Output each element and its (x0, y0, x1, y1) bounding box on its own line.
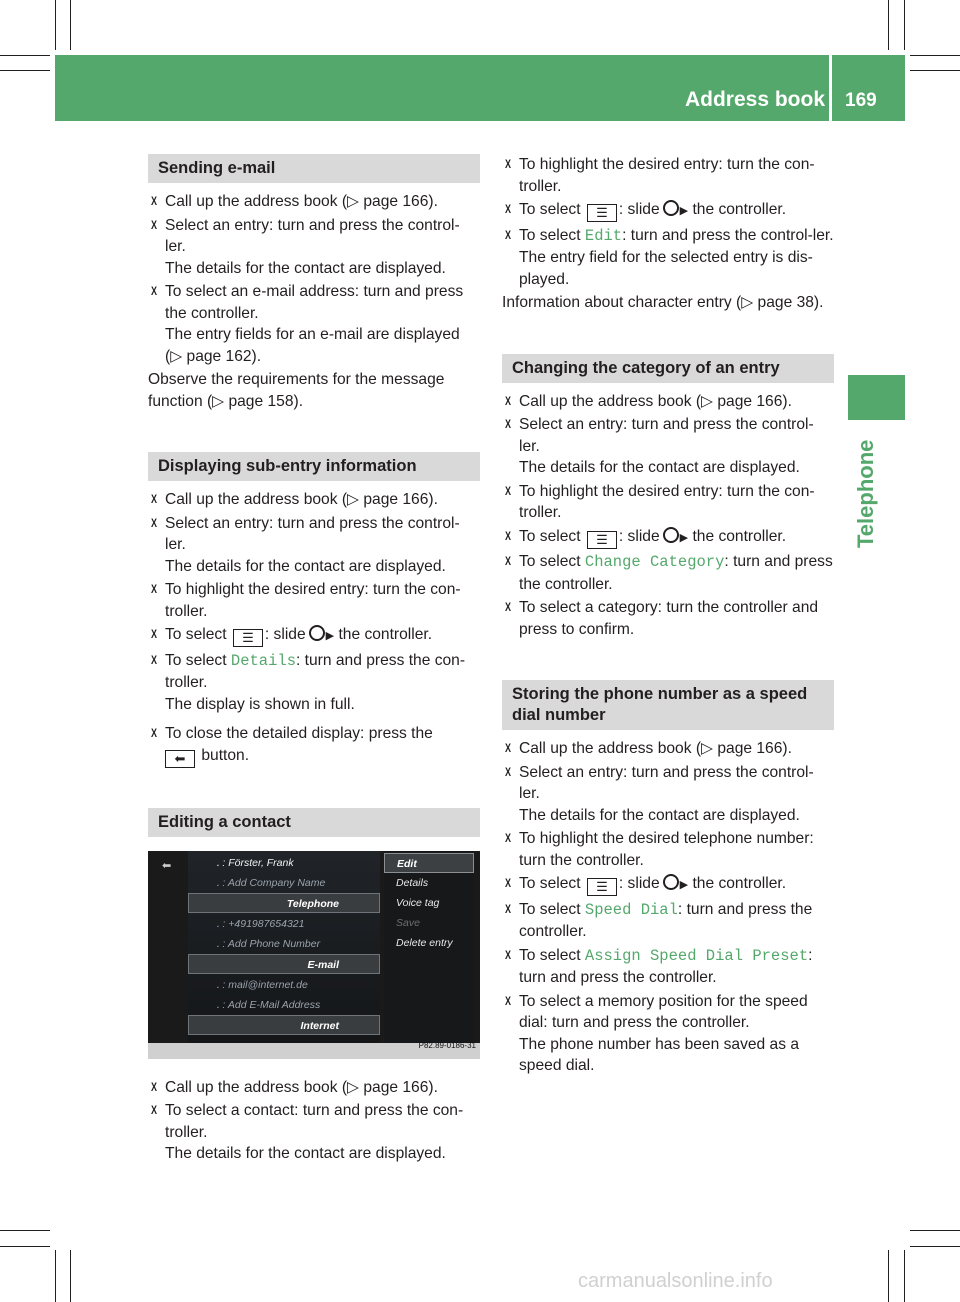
step-text: Select an entry: turn and press the control-ler. (165, 514, 460, 553)
instruction-step (148, 650, 480, 716)
crop-mark (888, 0, 889, 50)
controller-icon (663, 527, 679, 543)
instruction-step: X To select a category: turn the controller and press to confirm. (502, 597, 834, 640)
instruction-step (148, 1100, 480, 1165)
controller-icon (663, 874, 679, 890)
step-text: : slide (264, 626, 306, 643)
step-result: The display is shown in full. (165, 695, 355, 713)
list-item: ․ : Add Phone Number (216, 937, 321, 950)
list-item: ․ : Add E-Mail Address (216, 998, 321, 1011)
step-result: The details for the contact are displayed. (519, 806, 800, 824)
instruction-step (502, 551, 834, 595)
step-text: : turn and press the controller. (519, 900, 813, 940)
step-text: To select (519, 226, 581, 244)
instruction-step: X Call up the address book (▷ page 166). (502, 391, 834, 413)
step-text: the controller. (692, 875, 787, 892)
step-result: The phone number has been saved as a speed dial. (519, 1035, 800, 1074)
left-column (148, 154, 480, 1167)
menu-key-icon: ☰ (233, 629, 263, 647)
instruction-step (502, 762, 834, 827)
section-title: Changing the category of an entry (512, 358, 780, 377)
step-text: : turn and press the controller. (519, 553, 833, 593)
note-text: Observe the requirements for the message function (▷ page 158). (148, 371, 445, 410)
step-text: button. (201, 746, 250, 764)
list-item: ․ : mail@internet.de (216, 978, 308, 991)
step-text: Select an entry: turn and press the control-ler. (165, 216, 460, 255)
contact-detail-list (188, 851, 380, 1043)
header-divider (829, 55, 832, 121)
step-text: the controller. (692, 201, 787, 218)
section-heading (148, 808, 480, 837)
instruction-step: X Call up the address book (▷ page 166). (148, 1077, 480, 1099)
crop-mark (910, 55, 960, 56)
step-text: To select (519, 900, 581, 918)
instruction-step: X To highlight the desired entry: turn the con-troller. (502, 481, 834, 524)
list-category-header: Telephone (188, 893, 380, 913)
step-text: To select (519, 201, 581, 218)
display-screenshot (148, 851, 480, 1059)
section-heading (502, 680, 834, 730)
instruction-step: X Call up the address book (▷ page 166). (148, 191, 480, 213)
step-text: To select (165, 651, 227, 669)
instruction-step (148, 281, 480, 367)
step-text: : turn and press the controller. (519, 946, 813, 986)
menu-item-details: Details (396, 876, 429, 889)
instruction-step: X Call up the address book (▷ page 166). (148, 489, 480, 511)
instruction-step (502, 945, 834, 989)
step-text: the controller. (338, 626, 433, 643)
step-text: Select an entry: turn and press the control-ler. (519, 763, 814, 802)
step-text: To select (519, 553, 581, 570)
menu-item-delete-entry: Delete entry (396, 936, 453, 949)
list-item: ․ : Add Company Name (216, 876, 326, 889)
crop-mark (0, 70, 50, 71)
step-text: : slide (618, 527, 660, 545)
menu-key-icon: ☰ (587, 878, 617, 896)
step-result: The details for the contact are displayed. (519, 459, 800, 476)
instruction-step (502, 414, 834, 479)
step-text: : turn and press the con-troller. (165, 651, 466, 691)
instruction-step (148, 624, 480, 648)
back-icon: ⬅ (162, 859, 172, 872)
options-menu (384, 851, 474, 1043)
step-result: The entry field for the selected entry is dis-played. (519, 249, 813, 288)
crop-mark (910, 70, 960, 71)
step-text: To select (165, 626, 227, 643)
step-text: To select a memory position for the speed dial: turn and press the controller. (519, 992, 808, 1031)
chapter-label: Telephone (853, 439, 878, 548)
step-text: To select (519, 946, 581, 964)
instruction-step: X Call up the address book (▷ page 166). (502, 738, 834, 760)
crop-mark (904, 0, 905, 50)
controller-icon (663, 200, 679, 216)
list-item: ․ : +491987654321 (216, 917, 305, 930)
menu-option-details: Details (230, 651, 297, 670)
list-category-header: Internet (188, 1015, 380, 1035)
crop-mark (904, 1250, 905, 1302)
list-item: ․ : Förster, Frank (216, 856, 294, 869)
crop-mark (0, 55, 50, 56)
step-text: To select (519, 875, 581, 892)
instruction-step (148, 513, 480, 578)
menu-option-assign-speed-dial-preset: Assign Speed Dial Preset (584, 946, 809, 965)
step-result: The details for the contact are displayed. (165, 1145, 446, 1162)
instruction-step (502, 873, 834, 897)
page-number: 169 (845, 90, 877, 111)
back-button-icon: ⬅ (165, 750, 195, 768)
crop-mark (70, 1250, 71, 1302)
section-title: Editing a contact (158, 812, 291, 831)
menu-item-edit: Edit (384, 853, 474, 873)
step-text: To select a contact: turn and press the con-troller. (165, 1102, 464, 1141)
section-title: Displaying sub-entry information (158, 457, 417, 475)
controller-icon (309, 625, 325, 641)
step-text: : turn and press the control-ler. (622, 226, 834, 244)
section-heading (148, 452, 480, 481)
crop-mark (55, 0, 56, 50)
instruction-step: X To highlight the desired entry: turn the con-troller. (502, 154, 834, 197)
step-text: To select an e-mail address: turn and press the controller. (165, 283, 464, 322)
instruction-step (502, 225, 834, 291)
slide-right-icon: ▶ (679, 531, 689, 544)
step-text: : slide (618, 875, 660, 892)
section-heading (148, 154, 480, 183)
menu-item-voice-tag: Voice tag (396, 896, 440, 909)
instruction-step: X To highlight the desired telephone number: turn the controller. (502, 828, 834, 871)
menu-option-edit: Edit (584, 226, 623, 245)
page-header-title: Address book (684, 88, 825, 111)
section-heading (502, 354, 834, 383)
instruction-step: X To highlight the desired entry: turn the con-troller. (148, 579, 480, 622)
section-title: Storing the phone number as a speed dial number (512, 685, 808, 724)
section-title: Sending e-mail (158, 159, 276, 177)
menu-key-icon: ☰ (587, 531, 617, 549)
crop-mark (910, 1246, 960, 1247)
figure-caption: P82.89-0186-31 (418, 1041, 476, 1050)
right-column (502, 154, 834, 1079)
instruction-step (148, 723, 480, 768)
crop-mark (0, 1246, 50, 1247)
step-result: The entry fields for an e-mail are displayed (▷ page 162). (165, 326, 460, 365)
slide-right-icon: ▶ (325, 630, 335, 642)
instruction-step (502, 526, 834, 550)
step-text: : slide (618, 201, 660, 218)
note-text: Information about character entry (▷ page 38). (502, 294, 824, 311)
menu-item-save: Save (396, 916, 420, 929)
watermark: carmanualsonline.info (578, 1270, 773, 1292)
crop-mark (70, 0, 71, 50)
step-text: the controller. (692, 527, 787, 545)
crop-mark (0, 1230, 50, 1231)
menu-option-speed-dial: Speed Dial (584, 900, 678, 919)
step-text: To close the detailed display: press the (165, 725, 433, 742)
menu-key-icon: ☰ (587, 204, 617, 222)
menu-option-change-category: Change Category (584, 553, 725, 571)
instruction-step (502, 899, 834, 943)
slide-right-icon: ▶ (679, 205, 689, 217)
crop-mark (910, 1230, 960, 1231)
step-text: To select (519, 527, 581, 545)
slide-right-icon: ▶ (679, 879, 689, 891)
instruction-step (148, 215, 480, 280)
step-result: The details for the contact are displayed. (165, 259, 446, 277)
step-result: The details for the contact are displayed. (165, 557, 446, 575)
crop-mark (888, 1250, 889, 1302)
list-category-header: E-mail (188, 954, 380, 974)
crop-mark (55, 1250, 56, 1302)
instruction-step (502, 991, 834, 1077)
instruction-step (502, 199, 834, 223)
step-text: Select an entry: turn and press the control-ler. (519, 416, 814, 455)
